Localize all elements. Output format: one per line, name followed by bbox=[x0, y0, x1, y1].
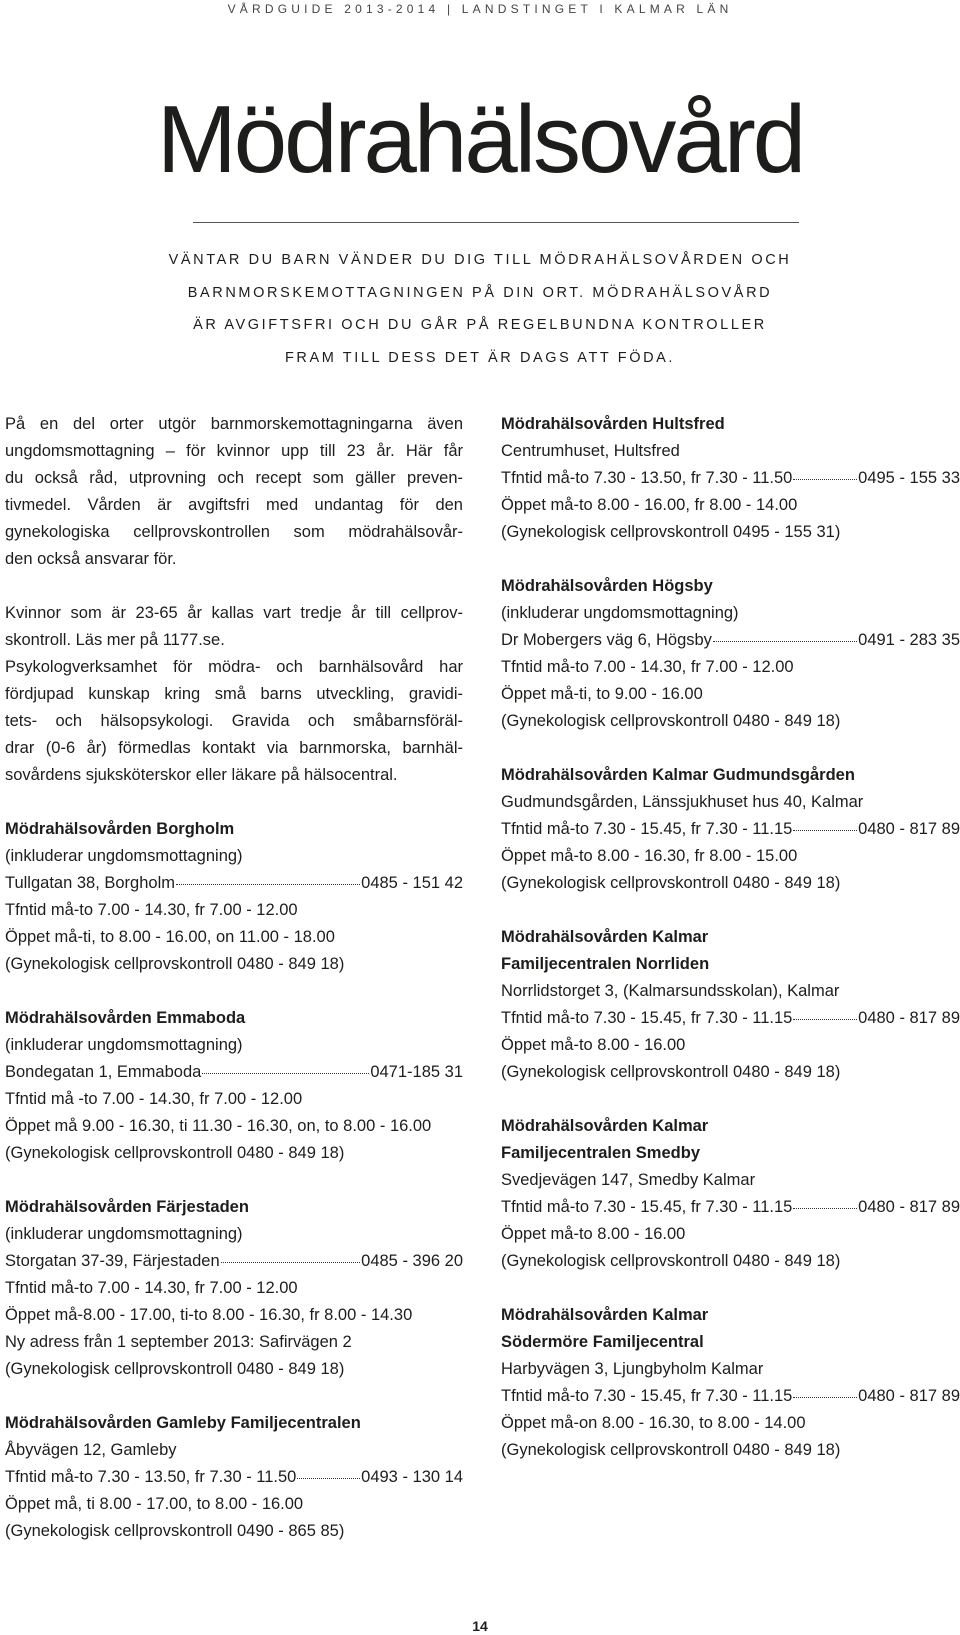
clinic-contact-row bbox=[501, 465, 960, 492]
clinic-entry bbox=[501, 573, 960, 735]
clinic-note: (inkluderar ungdomsmottagning) bbox=[5, 1225, 243, 1243]
clinic-info-line: Tfntid må-to 7.00 - 14.30, fr 7.00 - 12.00 bbox=[5, 901, 298, 919]
dot-leader bbox=[793, 830, 857, 831]
clinic-note: (inkluderar ungdomsmottagning) bbox=[5, 1036, 243, 1054]
intro-line: VÄNTAR DU BARN VÄNDER DU DIG TILL MÖDRAHÄLSOVÅRDEN OCH bbox=[168, 252, 792, 268]
clinic-contact-row bbox=[5, 1248, 463, 1275]
dot-leader bbox=[202, 1073, 369, 1074]
clinic-phone: 0480 - 817 89 bbox=[858, 1009, 960, 1027]
dot-leader bbox=[221, 1262, 361, 1263]
clinic-contact-row bbox=[501, 1194, 960, 1221]
paragraph-line: Psykologverksamhet för mödra- och barnhälsovård har bbox=[5, 658, 463, 676]
clinic-contact-row bbox=[501, 627, 960, 654]
clinic-contact-row bbox=[5, 1464, 463, 1491]
paragraph-line: Kvinnor som är 23-65 år kallas vart tredje år till cellprov- bbox=[5, 604, 463, 622]
dot-leader bbox=[713, 641, 857, 642]
clinic-contact-row bbox=[501, 1383, 960, 1410]
clinic-entry bbox=[501, 924, 960, 1086]
paragraph-line: tets- och hälsopsykologi. Gravida och småbarnsföräl- bbox=[5, 712, 463, 730]
paragraph-line: gynekologiska cellprovskontrollen som mödrahälsovår- bbox=[5, 523, 463, 541]
clinic-info-line: (Gynekologisk cellprovskontroll 0480 - 849 18) bbox=[5, 1360, 345, 1378]
intro-line: ÄR AVGIFTSFRI OCH DU GÅR PÅ REGELBUNDNA KONTROLLER bbox=[193, 317, 767, 334]
clinic-name: Mödrahälsovården Hultsfred bbox=[501, 415, 725, 433]
clinic-info-line: (Gynekologisk cellprovskontroll 0495 - 155 31) bbox=[501, 523, 841, 541]
page-number: 14 bbox=[472, 1618, 488, 1634]
paragraph-line: sovårdens sjuksköterskor eller läkare på hälsocentral. bbox=[5, 766, 398, 784]
clinic-address: Tfntid må-to 7.30 - 15.45, fr 7.30 - 11.15 bbox=[501, 820, 793, 838]
clinic-info-line: Ny adress från 1 september 2013: Safirvägen 2 bbox=[5, 1333, 352, 1351]
clinic-info-line: Norrlidstorget 3, (Kalmarsundsskolan), Kalmar bbox=[501, 982, 840, 1000]
clinic-contact-row bbox=[501, 816, 960, 843]
clinic-phone: 0495 - 155 33 bbox=[858, 469, 960, 487]
clinic-entry bbox=[501, 762, 960, 897]
clinic-phone: 0485 - 151 42 bbox=[361, 874, 463, 892]
clinic-info-line: Öppet må-to 8.00 - 16.00, fr 8.00 - 14.00 bbox=[501, 496, 798, 514]
clinic-entry bbox=[5, 1410, 463, 1545]
clinic-phone: 0485 - 396 20 bbox=[361, 1252, 463, 1270]
clinic-phone: 0480 - 817 89 bbox=[858, 820, 960, 838]
paragraph-line: drar (0-6 år) förmedlas kontakt via barnmorska, barnhäl- bbox=[5, 739, 463, 757]
paragraph-line: ungdomsmottagning – för kvinnor upp till 23 år. Här får bbox=[5, 442, 463, 460]
clinic-info-line: (Gynekologisk cellprovskontroll 0480 - 849 18) bbox=[501, 874, 841, 892]
clinic-entry bbox=[501, 1302, 960, 1464]
clinic-phone: 0471-185 31 bbox=[370, 1063, 463, 1081]
clinic-info-line: Öppet må-8.00 - 17.00, ti-to 8.00 - 16.30, fr 8.00 - 14.30 bbox=[5, 1306, 413, 1324]
clinic-name: Familjecentralen Norrliden bbox=[501, 955, 710, 973]
clinic-phone: 0480 - 817 89 bbox=[858, 1198, 960, 1216]
clinic-info-line: Tfntid må-to 7.00 - 14.30, fr 7.00 - 12.00 bbox=[5, 1279, 298, 1297]
dot-leader bbox=[793, 479, 857, 480]
clinic-info-line: (Gynekologisk cellprovskontroll 0480 - 849 18) bbox=[5, 955, 345, 973]
clinic-name: Mödrahälsovården Kalmar Gudmundsgården bbox=[501, 766, 855, 784]
title-divider bbox=[193, 222, 799, 223]
clinic-name: Mödrahälsovården Kalmar bbox=[501, 928, 709, 946]
paragraph-line: den också ansvarar för. bbox=[5, 550, 177, 568]
clinic-name: Mödrahälsovården Borgholm bbox=[5, 820, 235, 838]
clinic-info-line: Åbyvägen 12, Gamleby bbox=[5, 1441, 177, 1459]
dot-leader bbox=[297, 1478, 360, 1479]
dot-leader bbox=[176, 884, 360, 885]
page-title: Mödrahälsovård bbox=[156, 86, 804, 193]
clinic-info-line: Öppet må-ti, to 8.00 - 16.00, on 11.00 - 18.00 bbox=[5, 928, 335, 946]
dot-leader bbox=[793, 1397, 857, 1398]
clinic-info-line: (Gynekologisk cellprovskontroll 0490 - 865 85) bbox=[5, 1522, 345, 1540]
clinic-address: Tfntid må-to 7.30 - 13.50, fr 7.30 - 11.50 bbox=[5, 1468, 297, 1486]
clinic-info-line: (Gynekologisk cellprovskontroll 0480 - 849 18) bbox=[501, 1063, 841, 1081]
clinic-name: Mödrahälsovården Kalmar bbox=[501, 1306, 709, 1324]
clinic-name: Mödrahälsovården Högsby bbox=[501, 577, 713, 595]
clinic-phone: 0480 - 817 89 bbox=[858, 1387, 960, 1405]
clinic-info-line: Centrumhuset, Hultsfred bbox=[501, 442, 680, 460]
clinic-info-line: Tfntid må -to 7.00 - 14.30, fr 7.00 - 12.00 bbox=[5, 1090, 303, 1108]
intro-line: FRAM TILL DESS DET ÄR DAGS ATT FÖDA. bbox=[284, 350, 676, 367]
right-clinic-list bbox=[501, 411, 960, 1464]
clinic-address: Tfntid må-to 7.30 - 15.45, fr 7.30 - 11.15 bbox=[501, 1387, 793, 1405]
intro-text bbox=[160, 244, 800, 375]
clinic-info-line: Tfntid må-to 7.00 - 14.30, fr 7.00 - 12.00 bbox=[501, 658, 794, 676]
paragraph-line: du också råd, utprovning och recept som gäller preven- bbox=[5, 469, 463, 487]
dot-leader bbox=[793, 1019, 857, 1020]
clinic-info-line: (Gynekologisk cellprovskontroll 0480 - 849 18) bbox=[501, 1441, 841, 1459]
clinic-info-line: Gudmundsgården, Länssjukhuset hus 40, Kalmar bbox=[501, 793, 864, 811]
clinic-entry bbox=[5, 1005, 463, 1167]
clinic-name: Mödrahälsovården Gamleby Familjecentralen bbox=[5, 1414, 361, 1432]
clinic-name: Södermöre Familjecentral bbox=[501, 1333, 704, 1351]
clinic-entry bbox=[501, 1113, 960, 1275]
clinic-info-line: (Gynekologisk cellprovskontroll 0480 - 849 18) bbox=[5, 1144, 345, 1162]
intro-line: BARNMORSKEMOTTAGNINGEN PÅ DIN ORT. MÖDRAHÄLSOVÅRD bbox=[187, 284, 773, 301]
clinic-info-line: Öppet må-to 8.00 - 16.00 bbox=[501, 1225, 686, 1243]
right-column bbox=[501, 411, 960, 1491]
clinic-contact-row bbox=[501, 1005, 960, 1032]
paragraph-line: skontroll. Läs mer på 1177.se. bbox=[5, 631, 225, 649]
clinic-name: Mödrahälsovården Emmaboda bbox=[5, 1009, 246, 1027]
paragraph-line: tivmedel. Vården är avgiftsfri med undantag för den bbox=[5, 496, 463, 514]
clinic-info-line: Öppet må-to 8.00 - 16.30, fr 8.00 - 15.00 bbox=[501, 847, 798, 865]
clinic-address: Tfntid må-to 7.30 - 13.50, fr 7.30 - 11.50 bbox=[501, 469, 793, 487]
clinic-entry bbox=[5, 816, 463, 978]
clinic-contact-row bbox=[5, 1059, 463, 1086]
running-head: VÅRDGUIDE 2013-2014 | LANDSTINGET I KALMAR LÄN bbox=[227, 2, 733, 16]
left-column bbox=[5, 411, 463, 1572]
clinic-info-line: (Gynekologisk cellprovskontroll 0480 - 849 18) bbox=[501, 712, 841, 730]
clinic-entry bbox=[5, 1194, 463, 1383]
clinic-address: Tfntid må-to 7.30 - 15.45, fr 7.30 - 11.15 bbox=[501, 1198, 793, 1216]
clinic-info-line: Öppet må-ti, to 9.00 - 16.00 bbox=[501, 685, 703, 703]
clinic-entry bbox=[501, 411, 960, 546]
clinic-address: Bondegatan 1, Emmaboda bbox=[5, 1063, 202, 1081]
clinic-name: Mödrahälsovården Kalmar bbox=[501, 1117, 709, 1135]
clinic-contact-row bbox=[5, 870, 463, 897]
clinic-info-line: Öppet må-on 8.00 - 16.30, to 8.00 - 14.00 bbox=[501, 1414, 806, 1432]
paragraph-cellprov bbox=[5, 600, 463, 789]
paragraph-line: På en del orter utgör barnmorskemottagningarna även bbox=[5, 415, 463, 433]
clinic-address: Storgatan 37-39, Färjestaden bbox=[5, 1252, 220, 1270]
clinic-info-line: Svedjevägen 147, Smedby Kalmar bbox=[501, 1171, 756, 1189]
clinic-note: (inkluderar ungdomsmottagning) bbox=[5, 847, 243, 865]
clinic-info-line: (inkluderar ungdomsmottagning) bbox=[501, 604, 739, 622]
paragraph-ungdomsmottagning bbox=[5, 411, 463, 573]
clinic-info-line: Öppet må 9.00 - 16.30, ti 11.30 - 16.30, on, to 8.00 - 16.00 bbox=[5, 1117, 432, 1135]
clinic-address: Tullgatan 38, Borgholm bbox=[5, 874, 175, 892]
clinic-info-line: Harbyvägen 3, Ljungbyholm Kalmar bbox=[501, 1360, 764, 1378]
clinic-address: Dr Mobergers väg 6, Högsby bbox=[501, 631, 712, 649]
clinic-info-line: Öppet må-to 8.00 - 16.00 bbox=[501, 1036, 686, 1054]
clinic-name: Familjecentralen Smedby bbox=[501, 1144, 700, 1162]
clinic-info-line: (Gynekologisk cellprovskontroll 0480 - 849 18) bbox=[501, 1252, 841, 1270]
left-clinic-list bbox=[5, 816, 463, 1545]
clinic-address: Tfntid må-to 7.30 - 15.45, fr 7.30 - 11.15 bbox=[501, 1009, 793, 1027]
paragraph-line: fördjupad kunskap kring små barns utveckling, gravidi- bbox=[5, 685, 463, 703]
dot-leader bbox=[793, 1208, 857, 1209]
clinic-info-line: Öppet må, ti 8.00 - 17.00, to 8.00 - 16.00 bbox=[5, 1495, 304, 1513]
clinic-phone: 0491 - 283 35 bbox=[858, 631, 960, 649]
clinic-name: Mödrahälsovården Färjestaden bbox=[5, 1198, 249, 1216]
clinic-phone: 0493 - 130 14 bbox=[361, 1468, 463, 1486]
